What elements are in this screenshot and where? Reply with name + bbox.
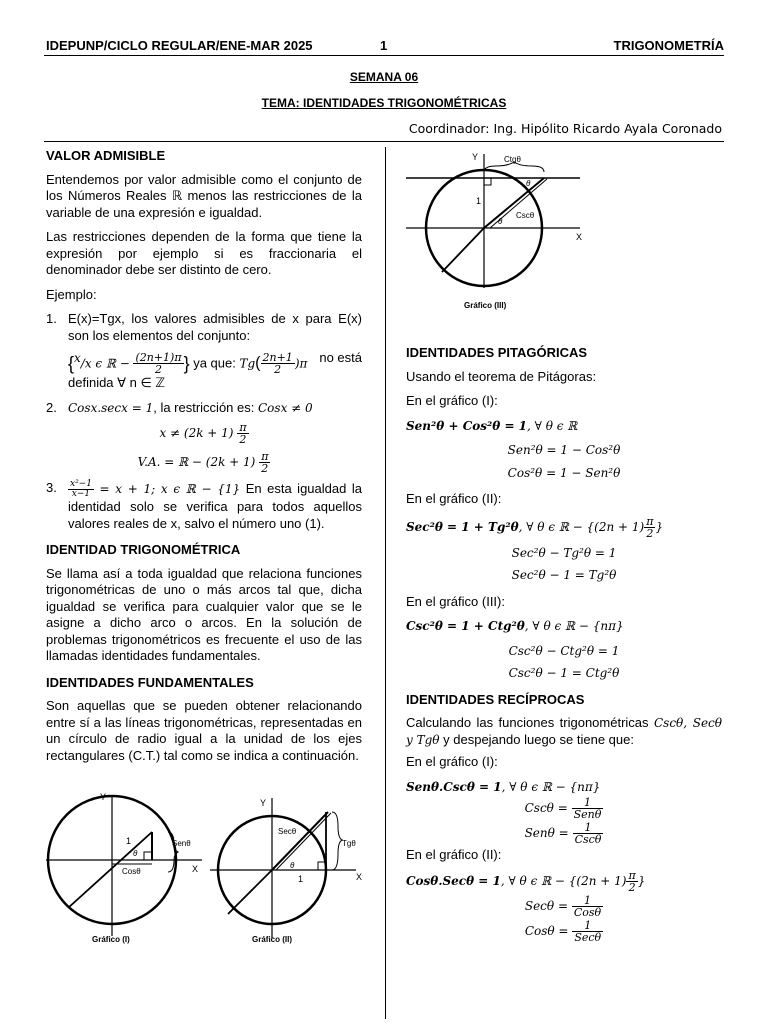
tg-function: Tg [239, 356, 256, 371]
tg-fraction [261, 352, 295, 375]
x-axis-label: X [192, 864, 199, 874]
page-header [46, 38, 724, 54]
eq-va [46, 451, 362, 474]
fraction-denominator: Senθ [573, 808, 602, 821]
angle-label: θ [290, 861, 295, 870]
x-axis-label: X [576, 232, 583, 242]
example-item-1 [46, 311, 362, 392]
pit-g2-b: Sec²θ − 1 = Tg²θ [511, 568, 617, 582]
paragraph-part-b: y despejando luego se tiene que: [443, 731, 634, 747]
item-3-math: = x + 1; x ϵ ℝ − {1} [99, 482, 241, 497]
fraction-denominator: x−1 [71, 489, 91, 500]
tangent-brace [332, 812, 342, 870]
header-institution: IDEPUNP/CICLO REGULAR/ENE-MAR 2025 [46, 38, 313, 53]
eq-x-restriction [46, 422, 362, 445]
pi-over-2 [644, 516, 655, 539]
identity-domain: , ∀ θ ϵ ℝ − {nπ} [501, 779, 601, 794]
equation-left: Cosθ = [524, 923, 569, 938]
equation-left: Secθ = [524, 898, 568, 913]
item-3-fraction [68, 480, 94, 499]
fraction-denominator: 2 [261, 462, 269, 476]
rec-g2-a [406, 895, 722, 918]
cotangent-label: Ctgθ [504, 155, 521, 164]
rec-g1-label: En el gráfico (I): [406, 754, 498, 769]
rec-g2-b [406, 920, 722, 943]
graph-caption: Gráfico (II) [252, 935, 293, 944]
fraction-numerator: 1 [573, 822, 604, 834]
item-number: 2. [46, 399, 57, 415]
pit-g1-b: Cos²θ = 1 − Sen²θ [507, 465, 621, 480]
pit-g2-identity [406, 516, 722, 539]
pi-over-2 [626, 870, 637, 893]
paren-open: ( [255, 354, 261, 372]
identidad-title: IDENTIDAD TRIGONOMÉTRICA [46, 542, 241, 558]
fraction-numerator: (2n+1)π [135, 351, 182, 365]
pit-g3-a: Csc²θ − Ctg²θ = 1 [508, 643, 620, 658]
identity-main: Sec²θ = 1 + Tg²θ [406, 519, 519, 534]
tg-pi: )π [294, 356, 308, 371]
fraction-denominator: Cosθ [573, 905, 602, 919]
reciprocal-fraction [572, 895, 603, 918]
identidad-paragraph: Se llama así a toda igualdad que relaciona funciones trigonométricas de uno o más arcos tal que, dicha igualdad se verifica para cualquier valor que se le asigne a dicho arco o arcos. En la solución de problemas trigonométricos es frecuente el uso de las llamadas identidades fundamentales. [46, 565, 362, 664]
identity-main: Cosθ.Secθ = 1 [406, 873, 501, 888]
item-2-math: Cosx.secx = 1 [68, 400, 154, 415]
no-esta-text: no está [319, 350, 362, 365]
pitagoricas-title: IDENTIDADES PITAGÓRICAS [406, 345, 588, 360]
right-column [406, 345, 722, 943]
pit-g3-b: Csc²θ − 1 = Ctg²θ [508, 666, 620, 680]
rec-g1-a [406, 797, 722, 820]
paragraph-math: Cscθ, Secθ y Tgθ [406, 716, 723, 747]
header-rule [44, 55, 724, 56]
fraction-denominator: 2 [646, 526, 654, 540]
graph-1 [40, 788, 208, 948]
brace-close: } [183, 353, 190, 374]
graph-2 [206, 790, 366, 948]
reciprocal-fraction [572, 920, 603, 943]
secant-line [272, 812, 328, 870]
identity-domain: , ∀ θ ϵ ℝ − {(2n + 1) [518, 519, 645, 534]
graph-caption: Gráfico (III) [464, 301, 507, 310]
valor-admisible-p1: Entendemos por valor admisible como el conjunto de los Números Reales ℝ menos las restricciones de la variable de una expresión e igualdad. [46, 171, 362, 220]
pi-over-2 [237, 422, 248, 445]
fundamentales-title: IDENTIDADES FUNDAMENTALES [46, 674, 254, 690]
fraction-denominator: Secθ [574, 930, 602, 944]
item-1-defined: definida ∀ n ∈ ℤ [68, 375, 166, 391]
sine-label: Senθ [172, 839, 191, 848]
left-column [46, 148, 362, 772]
radius-label: 1 [126, 836, 132, 846]
secant-outline [276, 813, 331, 870]
column-divider [385, 147, 386, 1019]
radius-label: 1 [476, 196, 482, 206]
fraction-numerator: 1 [572, 797, 604, 809]
fraction-denominator: 2 [155, 363, 162, 377]
right-angle-mark [144, 852, 152, 860]
topic-title: TEMA: IDENTIDADES TRIGONOMÉTRICAS [261, 96, 507, 110]
set-condition: /x ϵ ℝ − [80, 356, 130, 371]
brace-close: } [637, 873, 646, 888]
brace-open: { [68, 353, 75, 374]
fraction-numerator: 1 [572, 895, 603, 907]
brace-close: } [655, 519, 664, 534]
pit-g2-a: Sec²θ − Tg²θ = 1 [511, 545, 617, 560]
eq-va-left: V.A. = ℝ − (2k + 1) [137, 455, 256, 470]
fraction-numerator: 2n+1 [262, 351, 293, 365]
fraction-numerator: x²−1 [70, 479, 92, 490]
angle-label: θ [498, 217, 503, 226]
example-item-3 [46, 480, 362, 532]
item-1-set-line [68, 350, 362, 375]
rec-g2-label: En el gráfico (II): [406, 847, 502, 862]
identity-main: Senθ.Cscθ = 1 [406, 779, 502, 794]
pitagoricas-intro: Usando el teorema de Pitágoras: [406, 368, 597, 384]
example-item-2 [46, 400, 362, 417]
pi-over-2 [259, 451, 270, 474]
item-2-condition: Cosx ≠ 0 [258, 400, 313, 415]
fraction-denominator: 2 [628, 880, 636, 894]
identity-domain: , ∀ θ ϵ ℝ − {nπ} [524, 619, 624, 633]
item-1-text: E(x)=Tgx, los valores admisibles de x para E(x) son los elementos del conjunto: [68, 311, 362, 343]
item-2-text: , la restricción es: [153, 399, 255, 415]
fraction-numerator: π [646, 514, 654, 528]
pit-g3-identity [406, 618, 722, 635]
rec-g1-b [406, 822, 722, 845]
fraction-numerator: 1 [572, 920, 603, 932]
fraction-numerator: π [628, 868, 636, 882]
item-number: 1. [46, 311, 57, 326]
pit-g2-label: En el gráfico (II): [406, 491, 502, 506]
fraction-numerator: π [239, 421, 247, 435]
rec-g1-identity [406, 779, 722, 796]
coordinator: Coordinador: Ing. Hipólito Ricardo Ayala Coronado [408, 121, 722, 136]
reciprocas-title: IDENTIDADES RECÍPROCAS [406, 691, 585, 707]
eq-x-left: x ≠ (2k + 1) [159, 426, 234, 441]
angle-label-top: θ [526, 179, 531, 188]
fundamentales-paragraph: Son aquellas que se pueden obtener relacionando entre sí a las líneas trigonométricas, representadas en un círculo de radio igual a la unidad de los ejes rectangulares (C.T.) tal como se indica a continuación. [46, 698, 362, 763]
fraction-denominator: 2 [239, 433, 247, 447]
fraction-denominator: Cscθ [574, 833, 602, 846]
paragraph-part-a: Calculando las funciones trigonométricas [406, 715, 649, 730]
graph-3 [404, 148, 594, 314]
identity-domain: , ∀ θ ϵ ℝ − {(2n + 1) [500, 873, 627, 888]
identity-main: Sen²θ + Cos²θ = 1 [406, 418, 528, 433]
pit-g1-a: Sen²θ = 1 − Cos²θ [507, 443, 621, 457]
graph-caption: Gráfico (I) [92, 935, 130, 944]
x-axis-label: X [356, 872, 363, 882]
pit-g1-identity [406, 418, 722, 435]
identity-main: Csc²θ = 1 + Ctg²θ [406, 619, 525, 633]
reciprocas-paragraph [406, 715, 722, 748]
tangent-label: Tgθ [342, 839, 356, 848]
ya-que-text: ya que: [193, 355, 236, 371]
right-angle-mark [484, 178, 491, 185]
radius-extension [442, 228, 484, 272]
section-rule [44, 141, 724, 142]
y-axis-label: Y [260, 798, 267, 808]
header-subject: TRIGONOMETRÍA [613, 38, 724, 53]
pit-g1-label: En el gráfico (I): [406, 393, 498, 408]
equation-left: Senθ = [524, 826, 569, 840]
header-page-number: 1 [380, 38, 388, 53]
set-x: x [74, 351, 81, 365]
radius-extension [228, 870, 272, 914]
set-fraction [133, 352, 183, 375]
fraction-numerator: π [261, 450, 269, 464]
valor-admisible-title: VALOR ADMISIBLE [46, 148, 166, 163]
equation-left: Cscθ = [524, 801, 568, 815]
reciprocal-fraction [573, 822, 604, 845]
radius-label: 1 [298, 874, 304, 884]
secant-label: Secθ [278, 827, 297, 836]
item-3-text: En esta igualdad la identidad solo se verifica para todos aquellos valores reales de x, salvo el número uno (1). [68, 481, 362, 531]
rec-g2-identity [406, 870, 722, 893]
reciprocal-fraction [572, 797, 604, 820]
item-number: 3. [46, 480, 57, 496]
angle-label: θ [133, 849, 138, 858]
week-title: SEMANA 06 [349, 70, 419, 84]
identity-domain: , ∀ θ ϵ ℝ [527, 418, 578, 433]
example-label: Ejemplo: [46, 286, 97, 302]
y-axis-label: Y [472, 152, 479, 162]
valor-admisible-p2: Las restricciones dependen de la forma que tiene la expresión por ejemplo si es fraccionaria el denominador debe ser distinto de cero. [46, 229, 362, 277]
cosine-label: Cosθ [122, 867, 141, 876]
y-axis-label: Y [100, 792, 107, 802]
fraction-denominator: 2 [274, 363, 282, 377]
cosecant-label: Cscθ [516, 211, 535, 220]
pit-g3-label: En el gráfico (III): [406, 593, 505, 609]
